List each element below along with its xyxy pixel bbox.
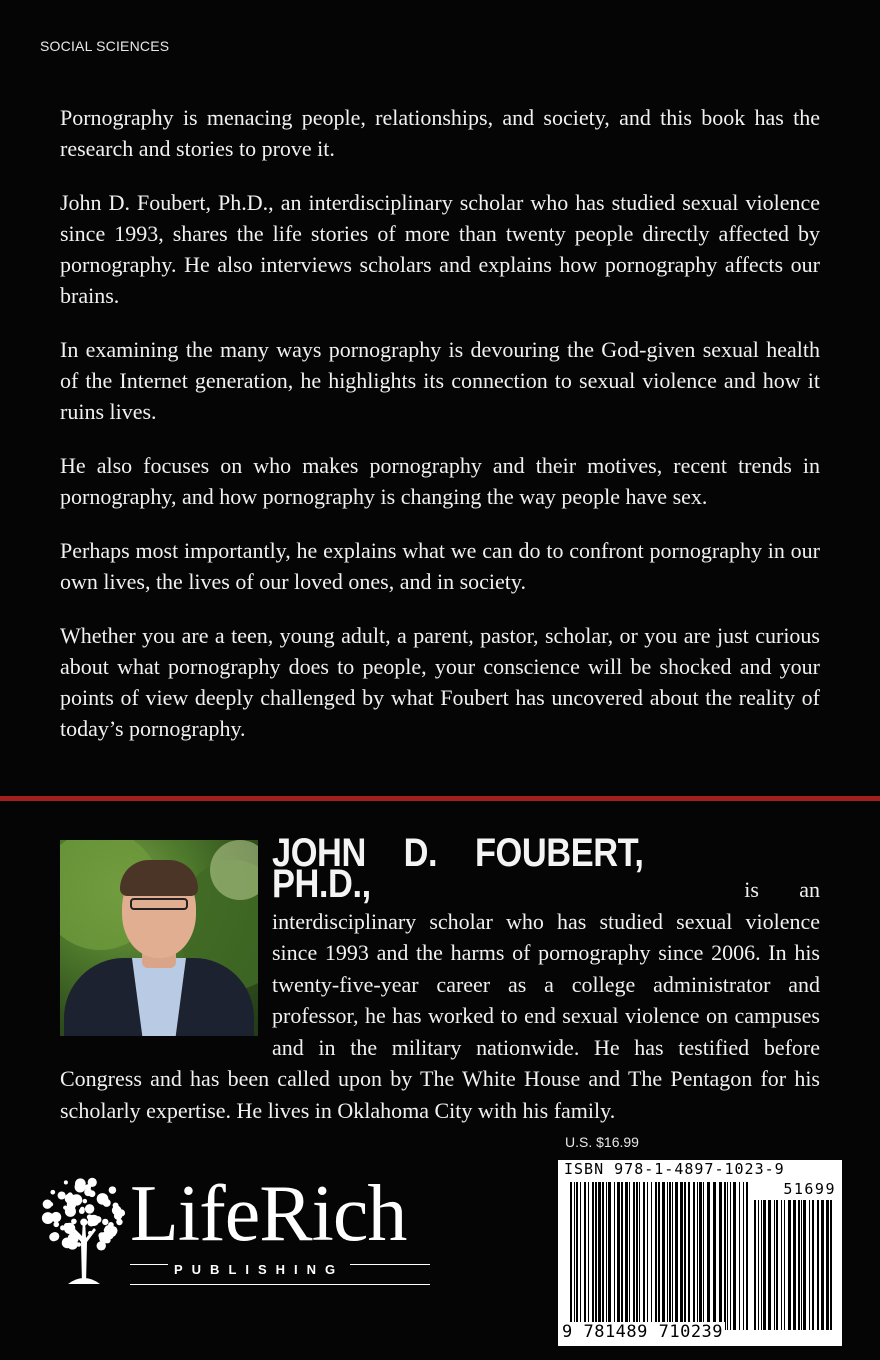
blurb-paragraph: Perhaps most importantly, he explains what we can do to confront pornography in our own lives, the lives of our loved ones, and in society. <box>60 538 820 594</box>
author-name: JOHN D. FOUBERT, PH.D., <box>272 831 644 906</box>
blurb-paragraph: In examining the many ways pornography is devouring the God-given sexual health of the Internet generation, he highlights its connection to sexual violence and how it ruins lives. <box>60 337 820 424</box>
isbn-barcode <box>558 1160 842 1346</box>
blurb-paragraph: He also focuses on who makes pornography and their motives, recent trends in pornography, and how pornography is changing the way people have sex. <box>60 453 820 509</box>
tree-logo-icon <box>38 1172 130 1284</box>
author-bio <box>60 831 820 1126</box>
publisher-logo <box>38 1172 438 1292</box>
blurb-paragraph: John D. Foubert, Ph.D., an interdisciplinary scholar who has studied sexual violence since 1993, shares the life stories of more than twenty people directly affected by pornography. He also interviews scholars and explains how pornography affects our brains. <box>60 190 820 308</box>
isbn-number: ISBN 978-1-4897-1023-9 <box>564 1160 785 1178</box>
ean-digits: 9 781489 710239 <box>562 1322 724 1342</box>
blurb-paragraph: Pornography is menacing people, relationships, and society, and this book has the research and stories to prove it. <box>60 105 820 161</box>
price-code: 51699 <box>783 1180 836 1198</box>
publisher-wordmark: LifeRich <box>130 1170 407 1258</box>
ean-barcode-bars <box>570 1182 750 1330</box>
category-label: SOCIAL SCIENCES <box>40 38 170 54</box>
author-photo <box>60 840 258 1036</box>
section-divider <box>0 796 880 801</box>
back-cover-blurb <box>60 102 820 767</box>
publisher-subtitle: PUBLISHING <box>168 1262 350 1277</box>
blurb-paragraph: Whether you are a teen, young adult, a parent, pastor, scholar, or you are just curious about what pornography does to people, your conscience will be shocked and your points of view deeply challenged by what Foubert has uncovered about the reality of today’s pornography. <box>60 623 820 741</box>
price-label: U.S. $16.99 <box>565 1134 639 1150</box>
author-bio-text: is an interdisciplinary scholar who has studied sexual violence since 1993 and the harms of pornography since 2006. In his twenty-five-year career as a college administrator and professor, he has worked to end sexual violence on campuses and in the military nationwide. He has testified before Congress and has been called upon by The White House and The Pentagon for his scholarly expertise. He lives in Oklahoma City with his family. <box>60 877 820 1123</box>
addon-barcode-bars <box>754 1200 834 1330</box>
